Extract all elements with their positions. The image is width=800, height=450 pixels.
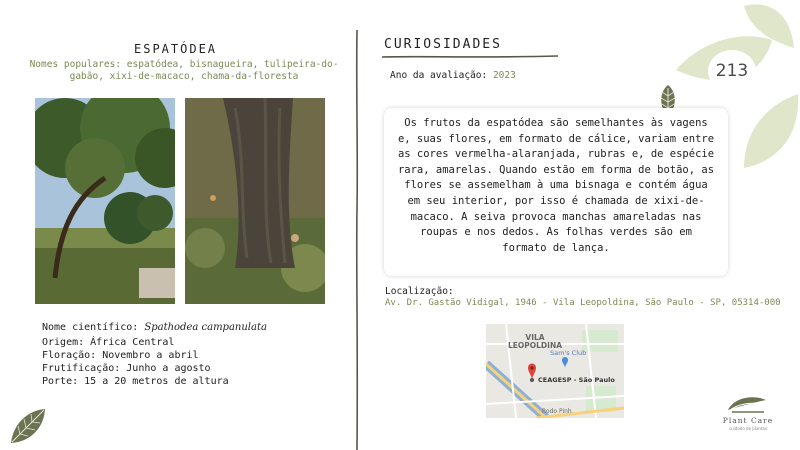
location-label: Localização: xyxy=(385,286,454,297)
evaluation-year-label: Ano da avaliação: xyxy=(390,70,493,81)
evaluation-year xyxy=(390,70,516,81)
leaf-bottom-left-icon xyxy=(8,406,48,446)
curiosity-card xyxy=(384,108,728,276)
location-address: Av. Dr. Gastão Vidigal, 1946 - Vila Leopoldina, São Paulo - SP, 05314-000 xyxy=(385,298,781,308)
tree-trunk-photo xyxy=(185,98,325,304)
vertical-divider xyxy=(352,30,362,450)
fruiting: Frutificação: Junho a agosto xyxy=(42,363,211,374)
map-road: Rodo Pinh xyxy=(542,408,572,415)
brand-logo-icon xyxy=(726,392,768,414)
curiosities-title: CURIOSIDADES xyxy=(384,37,502,52)
flowering: Floração: Novembro a abril xyxy=(42,350,199,361)
tree-canopy-photo xyxy=(35,98,175,304)
popular-names: Nomes populares: espatódea, bisnagueira, tulipeira-do-gabão, xixi-de-macaco, chama-da-floresta xyxy=(29,59,339,82)
curiosity-text: Os frutos da espatódea são semelhantes às vagens e, suas flores, em formato de cálice, variam entre as cores vermelha-alaranjada, rubras e, de espécie rara, amarelas. Quando estão em forma de botão, as flores se assemelham à uma bisnaga e contém água em seu interior, por isso é chamada de xixi-de-macaco. A seiva provoca manchas amareladas nas roupas e nos dedos. As folhas verdes são em formato de lança. xyxy=(397,117,715,254)
title-underline xyxy=(382,54,560,60)
brand-name: Plant Care xyxy=(722,416,774,425)
scientific-name-value: Spathodea campanulata xyxy=(144,322,267,333)
plant-title: ESPATÓDEA xyxy=(134,42,218,56)
map-district: VILA LEOPOLDINA xyxy=(508,333,563,350)
origin: Origem: África Central xyxy=(42,337,175,348)
map-poi-club: Sam's Club xyxy=(550,349,587,357)
location-map[interactable] xyxy=(486,324,624,418)
size: Porte: 15 a 20 metros de altura xyxy=(42,376,229,387)
evaluation-year-value: 2023 xyxy=(492,70,516,81)
record-number-badge: 213 xyxy=(708,50,756,92)
scientific-name-label: Nome científico: xyxy=(42,322,145,333)
brand-tagline: cuidado de plantas xyxy=(728,426,768,431)
leaf-bottom-icon xyxy=(744,94,798,168)
scientific-name xyxy=(42,321,267,334)
map-poi-main: CEAGESP - São Paulo xyxy=(538,376,615,384)
